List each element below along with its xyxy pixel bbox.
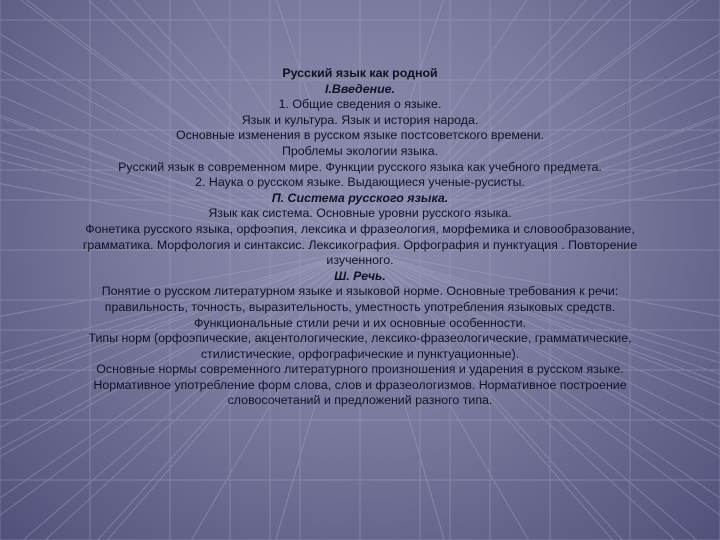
text-line: Нормативное употребление форм слова, слов и фразеологизмов. Нормативное построение: [93, 377, 627, 392]
text-line: 1. Общие сведения о языке.: [278, 97, 442, 112]
section-heading-introduction: I.Введение.: [325, 81, 395, 96]
text-line: Фонетика русского языка, орфоэпия, лексика и фразеология, морфемика и словообразование,: [85, 221, 635, 236]
text-line: Основные нормы современного литературного произношения и ударения в русском языке.: [96, 362, 624, 377]
section-heading-language-system: П. Система русского языка.: [271, 190, 449, 205]
text-line: Язык как система. Основные уровни русского языка.: [208, 206, 512, 221]
slide-title: Русский язык как родной: [282, 66, 438, 80]
section-heading-speech: Ш. Речь.: [334, 268, 386, 283]
text-line: Функциональные стили речи и их основные особенности.: [193, 315, 527, 330]
text-line: правильность, точность, выразительность, уместность употребления языковых средств.: [104, 299, 616, 314]
text-line: словосочетаний и предложений разного типа.: [227, 393, 493, 408]
slide-content: [30, 66, 690, 409]
text-line: Типы норм (орфоэпические, акцентологические, лексико-фразеологические, грамматические,: [88, 331, 632, 346]
text-line: Язык и культура. Язык и история народа.: [241, 112, 479, 127]
text-line: Понятие о русском литературном языке и языковой норме. Основные требования к речи:: [101, 284, 619, 299]
text-line: Русский язык в современном мире. Функции русского языка как учебного предмета.: [118, 159, 602, 174]
text-line: стилистические, орфографические и пунктуационные).: [200, 346, 520, 361]
text-line: 2. Наука о русском языке. Выдающиеся ученые-русисты.: [195, 175, 525, 190]
text-line: грамматика. Морфология и синтаксис. Лексикография. Орфография и пунктуация . Повторение: [82, 237, 638, 252]
text-line: изученного.: [326, 253, 394, 268]
text-line: Проблемы экологии языка.: [281, 143, 439, 158]
text-line: Основные изменения в русском языке постсоветского времени.: [176, 128, 544, 143]
